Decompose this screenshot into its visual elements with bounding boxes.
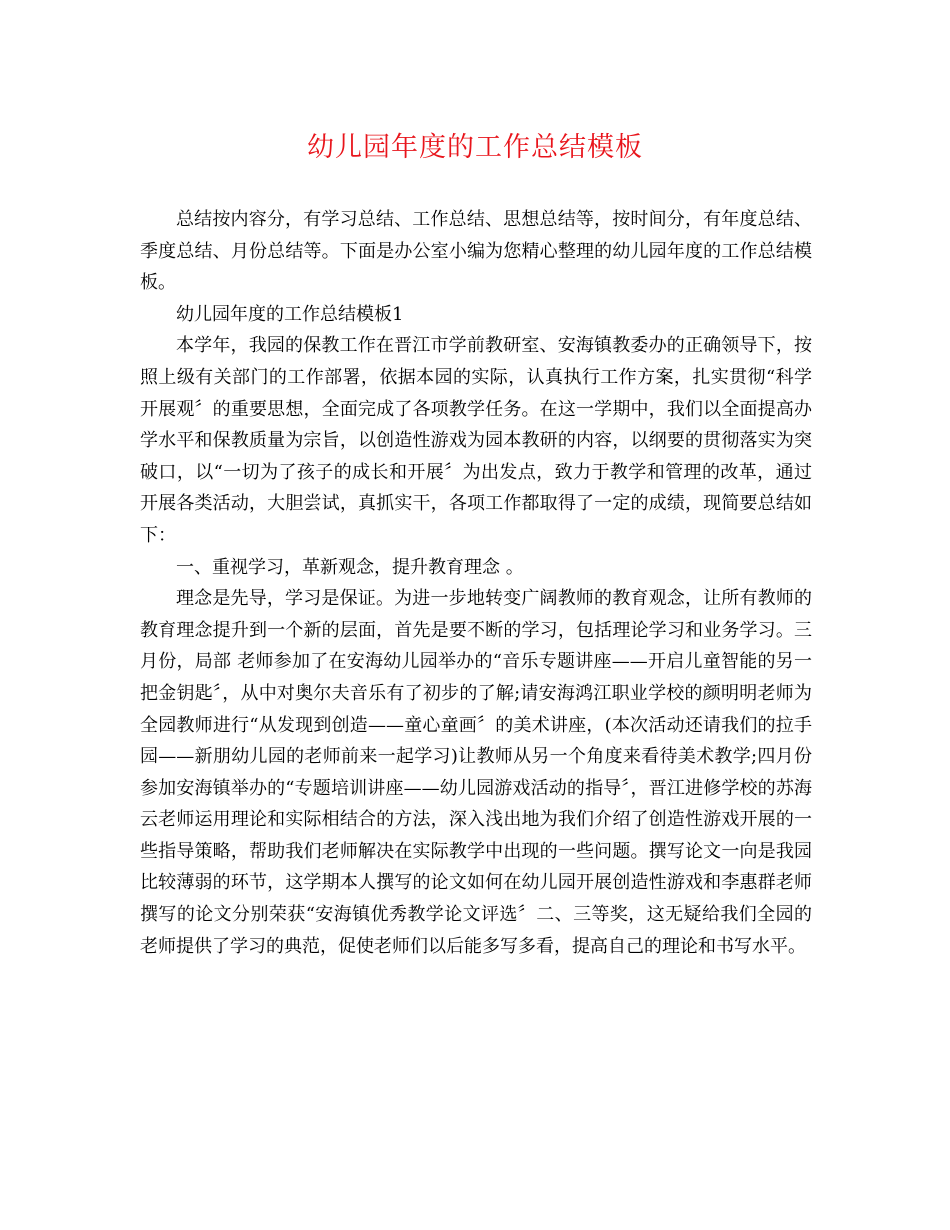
document-title: 幼儿园年度的工作总结模板: [307, 132, 643, 163]
paragraph-overview: 本学年，我园的保教工作在晋江市学前教研室、安海镇教委办的正确领导下，按照上级有关部门的工作部署，依据本园的实际，认真执行工作方案，扎实贯彻“科学开展观〞的重要思想，全面完成了各项教学任务。在这一学期中，我们以全面提高办学水平和保教质量为宗旨，以创造性游戏为园本教研的内容，以纲要的贯彻落实为突破口，以“一切为了孩子的成长和开展〞为出发点，致力于教学和管理的改革，通过开展各类活动，大胆尝试，真抓实干，各项工作都取得了一定的成绩，现简要总结如下：: [140, 335, 812, 546]
paragraph-intro: 总结按内容分，有学习总结、工作总结、思想总结等，按时间分，有年度总结、季度总结、月份总结等。下面是办公室小编为您精心整理的幼儿园年度的工作总结模板。: [140, 209, 812, 294]
paragraph-section-heading: 幼儿园年度的工作总结模板1: [176, 303, 404, 325]
paragraph-subheading: 一、重视学习，革新观念，提升教育理念 。: [176, 556, 524, 578]
document-body: [140, 204, 812, 962]
paragraph-learning: 理念是先导，学习是保证。为进一步地转变广阔教师的教育观念，让所有教师的教育理念提升到一个新的层面，首先是要不断的学习，包括理论学习和业务学习。三月份，局部 老师参加了在安海幼儿园举办的“音乐专题讲座——开启儿童智能的另一把金钥匙〞，从中对奥尔夫音乐有了初步的了解;请安海鸿江职业学校的颜明明老师为全园教师进行“从发现到创造——童心童画〞的美术讲座，(本次活动还请我们的拉手园——新朋幼儿园的老师前来一起学习)让教师从另一个角度来看待美术教学;四月份参加安海镇举办的“专题培训讲座——幼儿园游戏活动的指导〞，晋江进修学校的苏海云老师运用理论和实际相结合的方法，深入浅出地为我们介绍了创造性游戏开展的一些指导策略，帮助我们老师解决在实际教学中出现的一些问题。撰写论文一向是我园比较薄弱的环节，这学期本人撰写的论文如何在幼儿园开展创造性游戏和李惠群老师撰写的论文分别荣获“安海镇优秀教学论文评选〞二、三等奖，这无疑给我们全园的老师提供了学习的典范，促使老师们以后能多写多看，提高自己的理论和书写水平。: [140, 588, 812, 957]
